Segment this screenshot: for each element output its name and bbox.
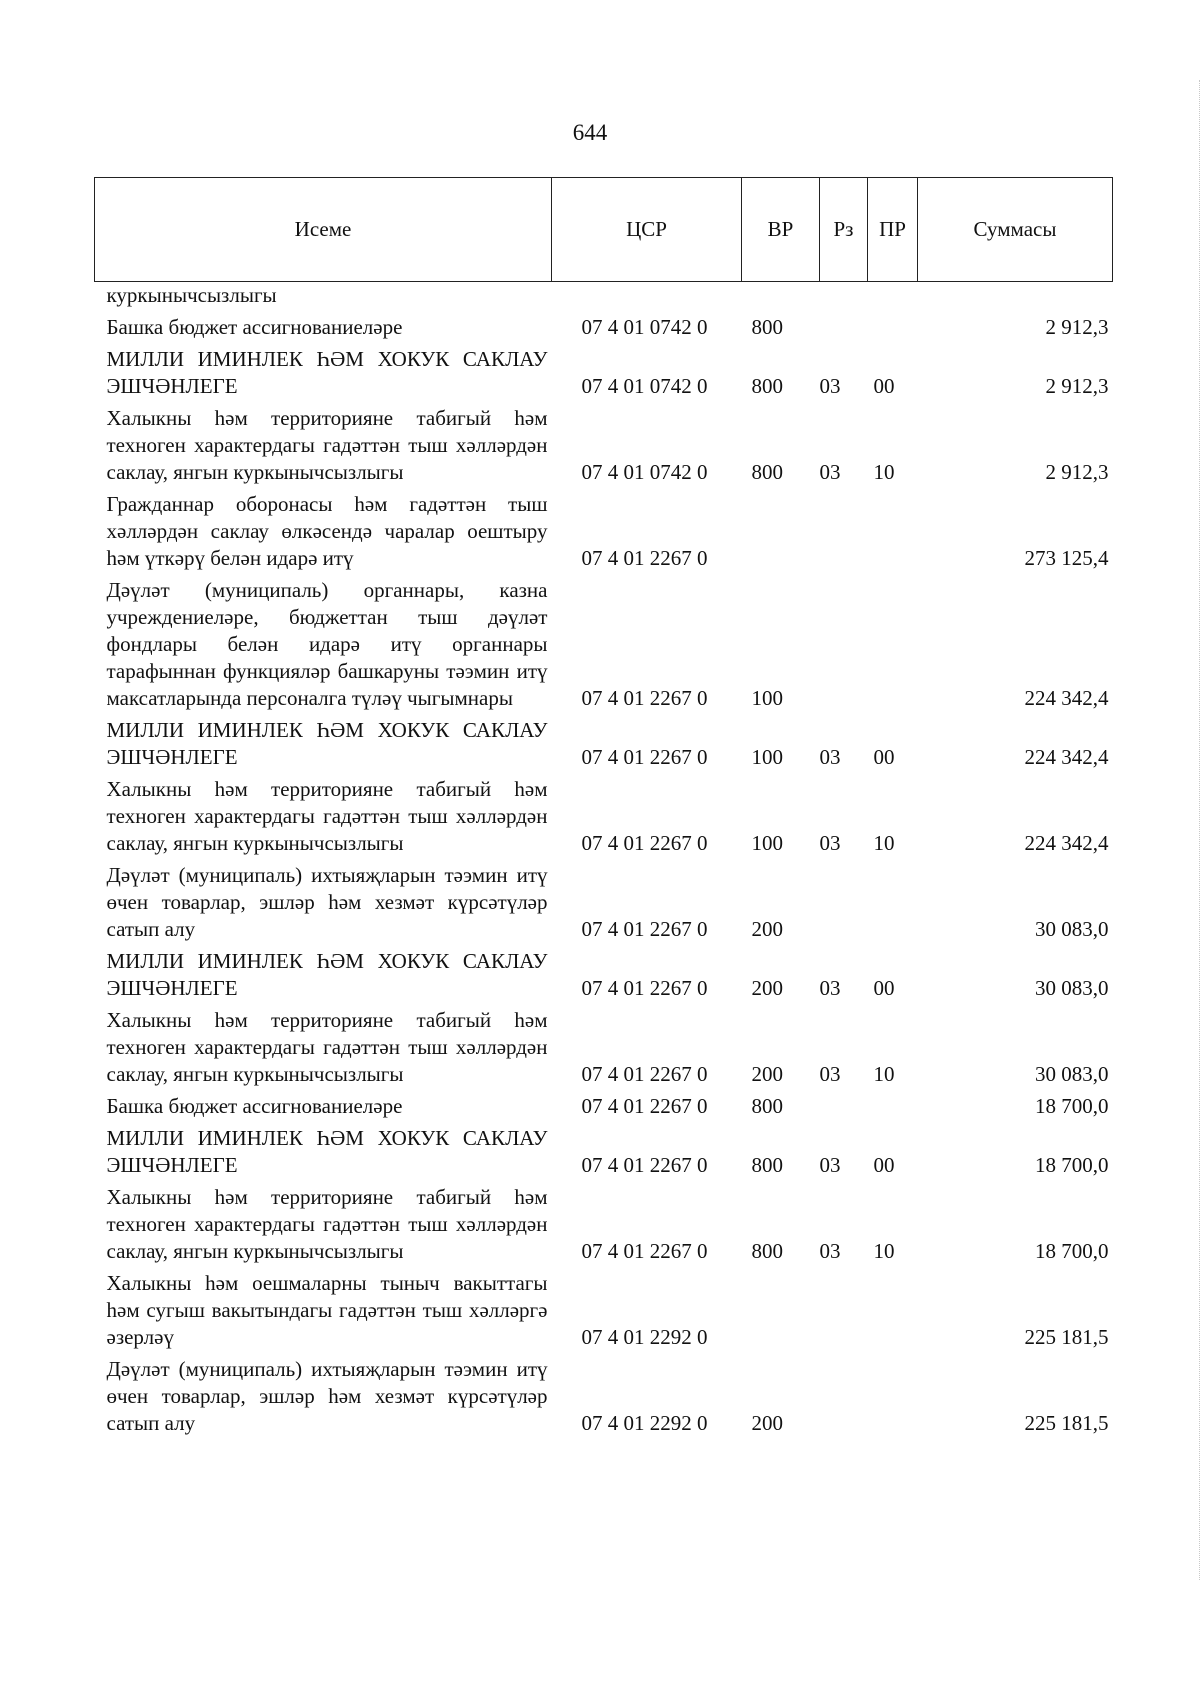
table-row — [95, 1354, 1113, 1440]
pr-code — [868, 1268, 918, 1354]
header-csr: ЦСР — [552, 178, 742, 282]
vr-code: 100 — [751, 686, 783, 710]
item-name: Халыкны һәм оешмаларны тыныч вакыттагы һәм сугыш вакытындагы гадәттән тыш хәлләргә әзерләү — [106, 1271, 548, 1349]
table-row — [95, 1005, 1113, 1091]
vr-code — [742, 1268, 820, 1354]
item-name: Халыкны һәм территорияне табигый һәм техноген характердагы гадәттән тыш хәлләрдән саклау, янгын куркынычсызлыгы — [106, 1008, 548, 1086]
rz-code: 03 — [819, 1062, 841, 1086]
csr-code: 07 4 01 2267 0 — [581, 1153, 708, 1177]
budget-table — [94, 177, 1113, 1440]
amount: 18 700,0 — [1035, 1239, 1109, 1263]
rz-code: 03 — [819, 1239, 841, 1263]
table-row — [95, 403, 1113, 489]
rz-code — [820, 282, 868, 313]
rz-code: 03 — [819, 976, 841, 1000]
table-row — [95, 1182, 1113, 1268]
rz-code: 03 — [819, 374, 841, 398]
pr-code: 00 — [873, 976, 895, 1000]
amount: 18 700,0 — [1035, 1153, 1109, 1177]
table-row — [95, 1091, 1113, 1123]
amount: 2 912,3 — [1045, 460, 1109, 484]
table-row — [95, 312, 1113, 344]
amount: 224 342,4 — [1024, 831, 1109, 855]
pr-code — [868, 312, 918, 344]
pr-code: 10 — [873, 831, 895, 855]
amount: 18 700,0 — [1035, 1094, 1109, 1118]
item-name: Башка бюджет ассигнованиеләре — [106, 315, 403, 339]
amount: 224 342,4 — [1024, 686, 1109, 710]
rz-code: 03 — [819, 1153, 841, 1177]
table-row — [95, 282, 1113, 313]
pr-code — [868, 282, 918, 313]
table-body — [95, 282, 1113, 1441]
table-row — [95, 1123, 1113, 1182]
rz-code — [820, 312, 868, 344]
csr-code — [552, 282, 742, 313]
vr-code: 800 — [751, 460, 783, 484]
table-header — [95, 178, 1113, 282]
pr-code — [868, 860, 918, 946]
amount: 30 083,0 — [1035, 917, 1109, 941]
vr-code: 200 — [751, 1062, 783, 1086]
item-name: Халыкны һәм территорияне табигый һәм техноген характердагы гадәттән тыш хәлләрдән саклау, янгын куркынычсызлыгы — [106, 1185, 548, 1263]
header-rz: Рз — [820, 178, 868, 282]
item-name: Дәүләт (муниципаль) ихтыяҗларын тәэмин итү өчен товарлар, эшләр һәм хезмәт күрсәтүләр сатып алу — [106, 863, 548, 941]
vr-code: 200 — [751, 917, 783, 941]
amount — [918, 282, 1113, 313]
vr-code: 800 — [751, 1094, 783, 1118]
rz-code — [820, 860, 868, 946]
rz-code — [820, 1091, 868, 1123]
csr-code: 07 4 01 2292 0 — [581, 1325, 708, 1349]
table-row — [95, 715, 1113, 774]
table-row — [95, 946, 1113, 1005]
amount: 30 083,0 — [1035, 1062, 1109, 1086]
header-pr: ПР — [868, 178, 918, 282]
item-name: Дәүләт (муниципаль) ихтыяҗларын тәэмин итү өчен товарлар, эшләр һәм хезмәт күрсәтүләр сатып алу — [106, 1357, 548, 1435]
rz-code — [820, 1268, 868, 1354]
pr-code: 00 — [873, 374, 895, 398]
csr-code: 07 4 01 0742 0 — [581, 374, 708, 398]
rz-code — [820, 575, 868, 715]
vr-code: 800 — [751, 1239, 783, 1263]
pr-code — [868, 489, 918, 575]
csr-code: 07 4 01 2267 0 — [581, 1094, 708, 1118]
csr-code: 07 4 01 2267 0 — [581, 745, 708, 769]
item-name: МИЛЛИ ИМИНЛЕК ҺӘМ ХОКУК САКЛАУ ЭШЧӘНЛЕГЕ — [106, 718, 548, 769]
header-sum: Суммасы — [918, 178, 1113, 282]
pr-code — [868, 575, 918, 715]
csr-code: 07 4 01 2267 0 — [581, 1239, 708, 1263]
csr-code: 07 4 01 2267 0 — [581, 976, 708, 1000]
rz-code: 03 — [819, 745, 841, 769]
item-name: Халыкны һәм территорияне табигый һәм техноген характердагы гадәттән тыш хәлләрдән саклау, янгын куркынычсызлыгы — [106, 406, 548, 484]
pr-code: 00 — [873, 745, 895, 769]
vr-code: 100 — [751, 745, 783, 769]
header-name: Исеме — [95, 178, 552, 282]
table-row — [95, 1268, 1113, 1354]
csr-code: 07 4 01 2267 0 — [581, 546, 708, 570]
pr-code: 10 — [873, 1239, 895, 1263]
csr-code: 07 4 01 0742 0 — [581, 315, 708, 339]
item-name: Гражданнар оборонасы һәм гадәттән тыш хәлләрдән саклау өлкәсендә чаралар оештыру һәм үткәрү белән идарә итү — [106, 492, 548, 570]
table-row — [95, 774, 1113, 860]
header-vr: ВР — [742, 178, 820, 282]
item-name: Дәүләт (муниципаль) органнары, казна учреждениеләре, бюджеттан тыш дәүләт фондлары белән идарә итү органнары тарафыннан функцияләр башкаруны тәэмин итү максатларында персоналга түләү чыгымнары — [106, 578, 548, 710]
table-row — [95, 575, 1113, 715]
csr-code: 07 4 01 2267 0 — [581, 831, 708, 855]
vr-code — [742, 282, 820, 313]
item-name: МИЛЛИ ИМИНЛЕК ҺӘМ ХОКУК САКЛАУ ЭШЧӘНЛЕГЕ — [106, 949, 548, 1000]
vr-code: 200 — [751, 1411, 783, 1435]
item-name: МИЛЛИ ИМИНЛЕК ҺӘМ ХОКУК САКЛАУ ЭШЧӘНЛЕГЕ — [106, 1126, 548, 1177]
amount: 30 083,0 — [1035, 976, 1109, 1000]
table-row — [95, 860, 1113, 946]
pr-code — [868, 1091, 918, 1123]
csr-code: 07 4 01 2267 0 — [581, 1062, 708, 1086]
vr-code: 200 — [751, 976, 783, 1000]
pr-code — [868, 1354, 918, 1440]
item-name: Башка бюджет ассигнованиеләре — [106, 1094, 403, 1118]
amount: 2 912,3 — [1045, 374, 1109, 398]
item-name: Халыкны һәм территорияне табигый һәм техноген характердагы гадәттән тыш хәлләрдән саклау, янгын куркынычсызлыгы — [106, 777, 548, 855]
csr-code: 07 4 01 2267 0 — [581, 686, 708, 710]
vr-code: 800 — [751, 1153, 783, 1177]
vr-code: 800 — [751, 374, 783, 398]
rz-code: 03 — [819, 460, 841, 484]
amount: 224 342,4 — [1024, 745, 1109, 769]
csr-code: 07 4 01 0742 0 — [581, 460, 708, 484]
pr-code: 00 — [873, 1153, 895, 1177]
table-row — [95, 489, 1113, 575]
vr-code: 100 — [751, 831, 783, 855]
rz-code — [820, 489, 868, 575]
csr-code: 07 4 01 2267 0 — [581, 917, 708, 941]
item-name: куркынычсызлыгы — [106, 283, 277, 307]
pr-code: 10 — [873, 460, 895, 484]
page-number: 644 — [572, 120, 608, 145]
amount: 273 125,4 — [1024, 546, 1109, 570]
rz-code: 03 — [819, 831, 841, 855]
margin-divider — [1195, 80, 1200, 1580]
csr-code: 07 4 01 2292 0 — [581, 1411, 708, 1435]
vr-code — [742, 489, 820, 575]
table-row — [95, 344, 1113, 403]
rz-code — [820, 1354, 868, 1440]
item-name: МИЛЛИ ИМИНЛЕК ҺӘМ ХОКУК САКЛАУ ЭШЧӘНЛЕГЕ — [106, 347, 548, 398]
vr-code: 800 — [751, 315, 783, 339]
pr-code: 10 — [873, 1062, 895, 1086]
amount: 2 912,3 — [1045, 315, 1109, 339]
amount: 225 181,5 — [1024, 1325, 1109, 1349]
amount: 225 181,5 — [1024, 1411, 1109, 1435]
